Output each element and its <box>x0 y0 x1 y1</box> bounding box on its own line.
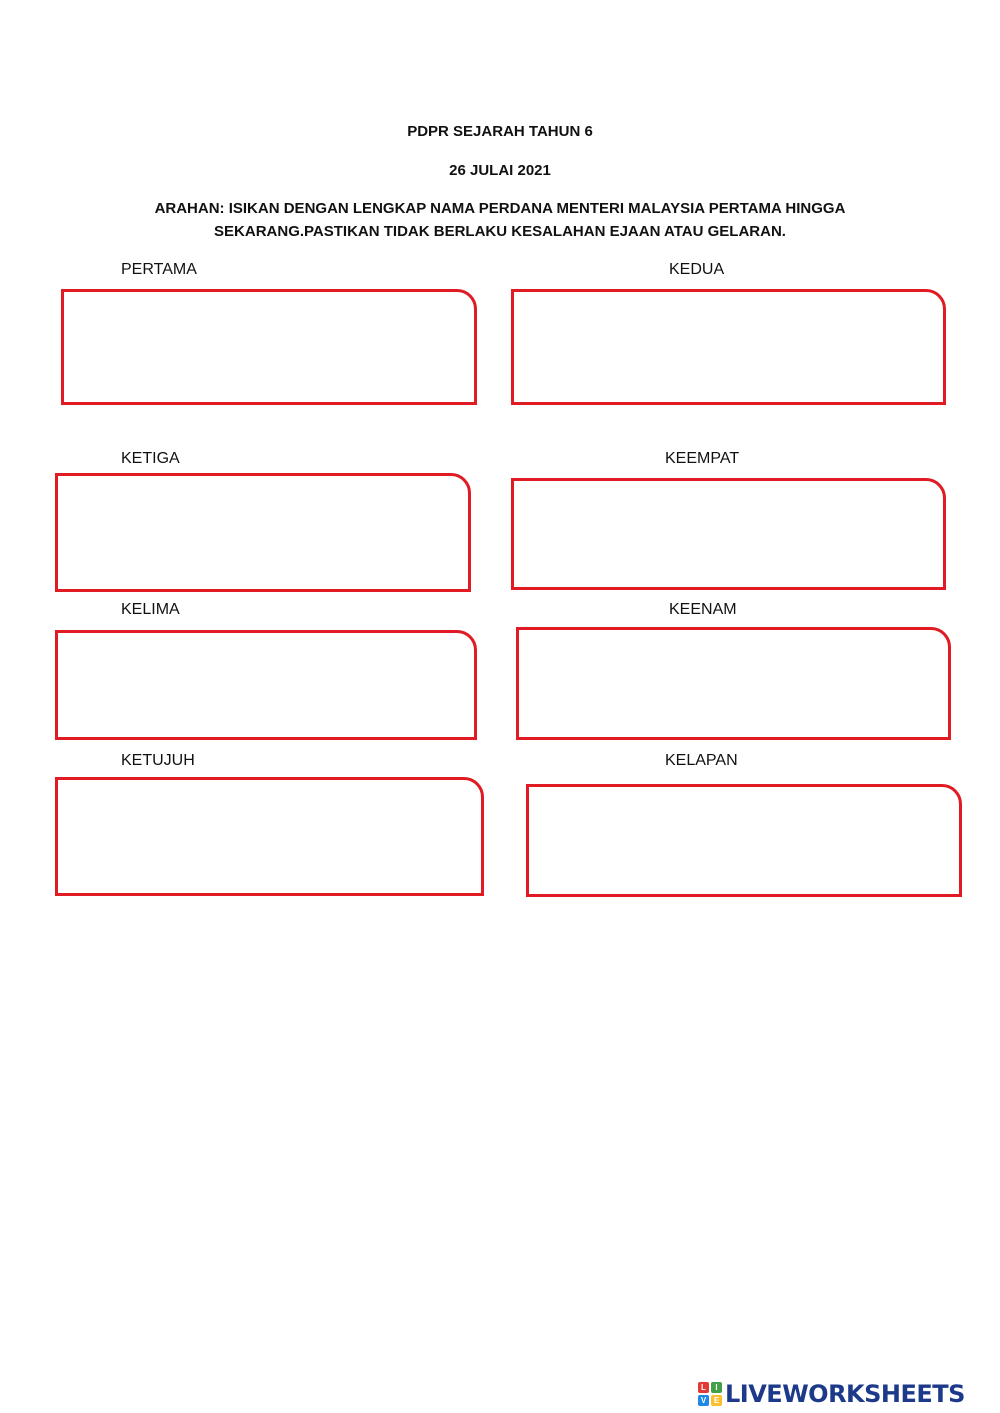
label-kedua: KEDUA <box>669 261 725 278</box>
answer-box-keempat[interactable] <box>511 478 946 590</box>
worksheet-title: PDPR SEJARAH TAHUN 6 <box>407 123 593 140</box>
label-pertama: PERTAMA <box>121 261 197 278</box>
answer-box-pertama[interactable] <box>61 289 477 405</box>
answer-box-ketujuh[interactable] <box>55 777 484 896</box>
liveworksheets-logo <box>698 1378 965 1410</box>
liveworksheets-logo-icon <box>698 1382 722 1406</box>
label-ketujuh: KETUJUH <box>121 752 195 769</box>
logo-letter-l: L <box>698 1382 709 1393</box>
answer-box-kedua[interactable] <box>511 289 946 405</box>
logo-letter-v: V <box>698 1395 709 1406</box>
logo-letter-i: I <box>711 1382 722 1393</box>
label-kelapan: KELAPAN <box>665 752 738 769</box>
liveworksheets-logo-text: LIVEWORKSHEETS <box>725 1380 965 1408</box>
logo-letter-e: E <box>711 1395 722 1406</box>
instruction-text: ARAHAN: ISIKAN DENGAN LENGKAP NAMA PERDANA MENTERI MALAYSIA PERTAMA HINGGA SEKARANG.PASTIKAN TIDAK BERLAKU KESALAHAN EJAAN ATAU GELARAN. <box>154 200 846 240</box>
answer-box-kelapan[interactable] <box>526 784 962 897</box>
answer-box-keenam[interactable] <box>516 627 951 740</box>
worksheet-date: 26 JULAI 2021 <box>449 162 551 179</box>
label-keempat: KEEMPAT <box>665 450 740 467</box>
answer-box-ketiga[interactable] <box>55 473 471 592</box>
label-kelima: KELIMA <box>121 601 180 618</box>
label-ketiga: KETIGA <box>121 450 180 467</box>
answer-box-kelima[interactable] <box>55 630 477 740</box>
label-keenam: KEENAM <box>669 601 737 618</box>
